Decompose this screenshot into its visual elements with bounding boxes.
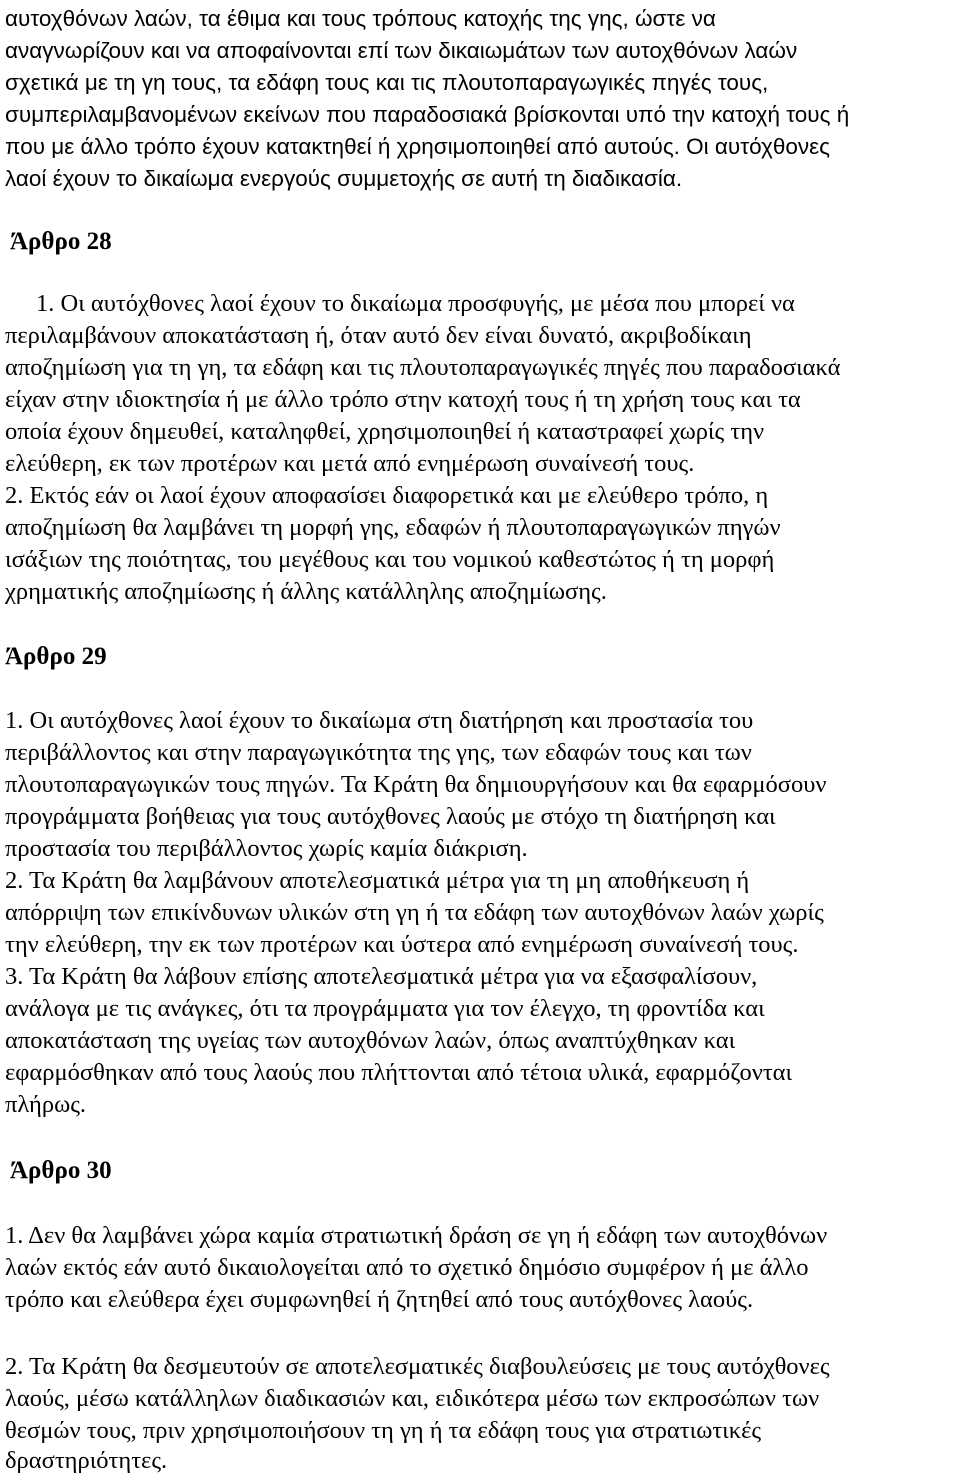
text-line: είχαν στην ιδιοκτησία ή με άλλο τρόπο στην κατοχή τους ή τη χρήση τους και τα	[5, 386, 801, 413]
text-line: αποκατάσταση της υγείας των αυτοχθόνων λαών, όπως αναπτύχθηκαν και	[5, 1027, 736, 1054]
text-line: οποία έχουν δημευθεί, καταληφθεί, χρησιμοποιηθεί ή καταστραφεί χωρίς την	[5, 418, 765, 445]
text-line: προστασία του περιβάλλοντος χωρίς καμία διάκριση.	[5, 835, 528, 862]
text-line: αποζημίωση για τη γη, τα εδάφη και τις πλουτοπαραγωγικές πηγές που παραδοσιακά	[5, 354, 841, 381]
text-line: δραστηριότητες.	[5, 1447, 168, 1474]
text-line: συμπεριλαμβανομένων εκείνων που παραδοσιακά βρίσκονται υπό την κατοχή τους ή	[5, 102, 850, 127]
text-line: 3. Τα Κράτη θα λάβουν επίσης αποτελεσματικά μέτρα για να εξασφαλίσουν,	[5, 963, 758, 990]
text-line: 2. Εκτός εάν οι λαοί έχουν αποφασίσει διαφορετικά και με ελεύθερο τρόπο, η	[5, 482, 769, 509]
text-line: που με άλλο τρόπο έχουν κατακτηθεί ή χρησιμοποιηθεί από αυτούς. Οι αυτόχθονες	[5, 134, 830, 159]
text-line: περιβάλλοντος και στην παραγωγικότητα της γης, των εδαφών τους και των	[5, 739, 752, 766]
text-line: 1. Οι αυτόχθονες λαοί έχουν το δικαίωμα προσφυγής, με μέσα που μπορεί να	[36, 290, 795, 317]
article-29-heading: Άρθρο 29	[5, 643, 107, 670]
text-line: αυτοχθόνων λαών, τα έθιμα και τους τρόπους κατοχής της γης, ώστε να	[5, 6, 716, 31]
text-line: αποζημίωση θα λαμβάνει τη μορφή γης, εδαφών ή πλουτοπαραγωγικών πηγών	[5, 514, 781, 541]
text-line: τρόπο και ελεύθερα έχει συμφωνηθεί ή ζητηθεί από τους αυτόχθονες λαούς.	[5, 1286, 754, 1313]
text-line: χρηματικής αποζημίωσης ή άλλης κατάλληλης αποζημίωσης.	[5, 578, 607, 605]
text-line: 1. Οι αυτόχθονες λαοί έχουν το δικαίωμα στη διατήρηση και προστασία του	[5, 707, 754, 734]
text-line: ελεύθερη, εκ των προτέρων και μετά από ενημέρωση συναίνεσή τους.	[5, 450, 695, 477]
text-line: προγράμματα βοήθειας για τους αυτόχθονες λαούς με στόχο τη διατήρηση και	[5, 803, 776, 830]
text-line: 2. Τα Κράτη θα δεσμευτούν σε αποτελεσματικές διαβουλεύσεις με τους αυτόχθονες	[5, 1353, 830, 1380]
text-line: πλήρως.	[5, 1091, 87, 1118]
text-line: λαών εκτός εάν αυτό δικαιολογείται από το σχετικό δημόσιο συμφέρον ή με άλλο	[5, 1254, 809, 1281]
text-line: 1. Δεν θα λαμβάνει χώρα καμία στρατιωτική δράση σε γη ή εδάφη των αυτοχθόνων	[5, 1222, 828, 1249]
text-line: σχετικά με τη γη τους, τα εδάφη τους και τις πλουτοπαραγωγικές πηγές τους,	[5, 70, 769, 95]
text-line: λαοί έχουν το δικαίωμα ενεργούς συμμετοχής σε αυτή τη διαδικασία.	[5, 166, 683, 191]
text-line: απόρριψη των επικίνδυνων υλικών στη γη ή τα εδάφη των αυτοχθόνων λαών χωρίς	[5, 899, 824, 926]
text-line: την ελεύθερη, την εκ των προτέρων και ύστερα από ενημέρωση συναίνεσή τους.	[5, 931, 799, 958]
text-line: 2. Τα Κράτη θα λαμβάνουν αποτελεσματικά μέτρα για τη μη αποθήκευση ή	[5, 867, 750, 894]
text-line: ισάξιων της ποιότητας, του μεγέθους και του νομικού καθεστώτος ή τη μορφή	[5, 546, 775, 573]
text-line: αναγνωρίζουν και να αποφαίνονται επί των δικαιωμάτων των αυτοχθόνων λαών	[5, 38, 798, 63]
text-line: περιλαμβάνουν αποκατάσταση ή, όταν αυτό δεν είναι δυνατό, ακριβοδίκαιη	[5, 322, 752, 349]
text-line: θεσμών τους, πριν χρησιμοποιήσουν τη γη ή τα εδάφη τους για στρατιωτικές	[5, 1417, 762, 1444]
article-30-heading: Άρθρο 30	[10, 1157, 112, 1184]
text-line: λαούς, μέσω κατάλληλων διαδικασιών και, ειδικότερα μέσω των εκπροσώπων των	[5, 1385, 820, 1412]
text-line: πλουτοπαραγωγικών τους πηγών. Τα Κράτη θα δημιουργήσουν και θα εφαρμόσουν	[5, 771, 827, 798]
article-28-heading: Άρθρο 28	[10, 228, 112, 255]
text-line: εφαρμόσθηκαν από τους λαούς που πλήττονται από τέτοια υλικά, εφαρμόζονται	[5, 1059, 793, 1086]
text-line: ανάλογα με τις ανάγκες, ότι τα προγράμματα για τον έλεγχο, τη φροντίδα και	[5, 995, 765, 1022]
